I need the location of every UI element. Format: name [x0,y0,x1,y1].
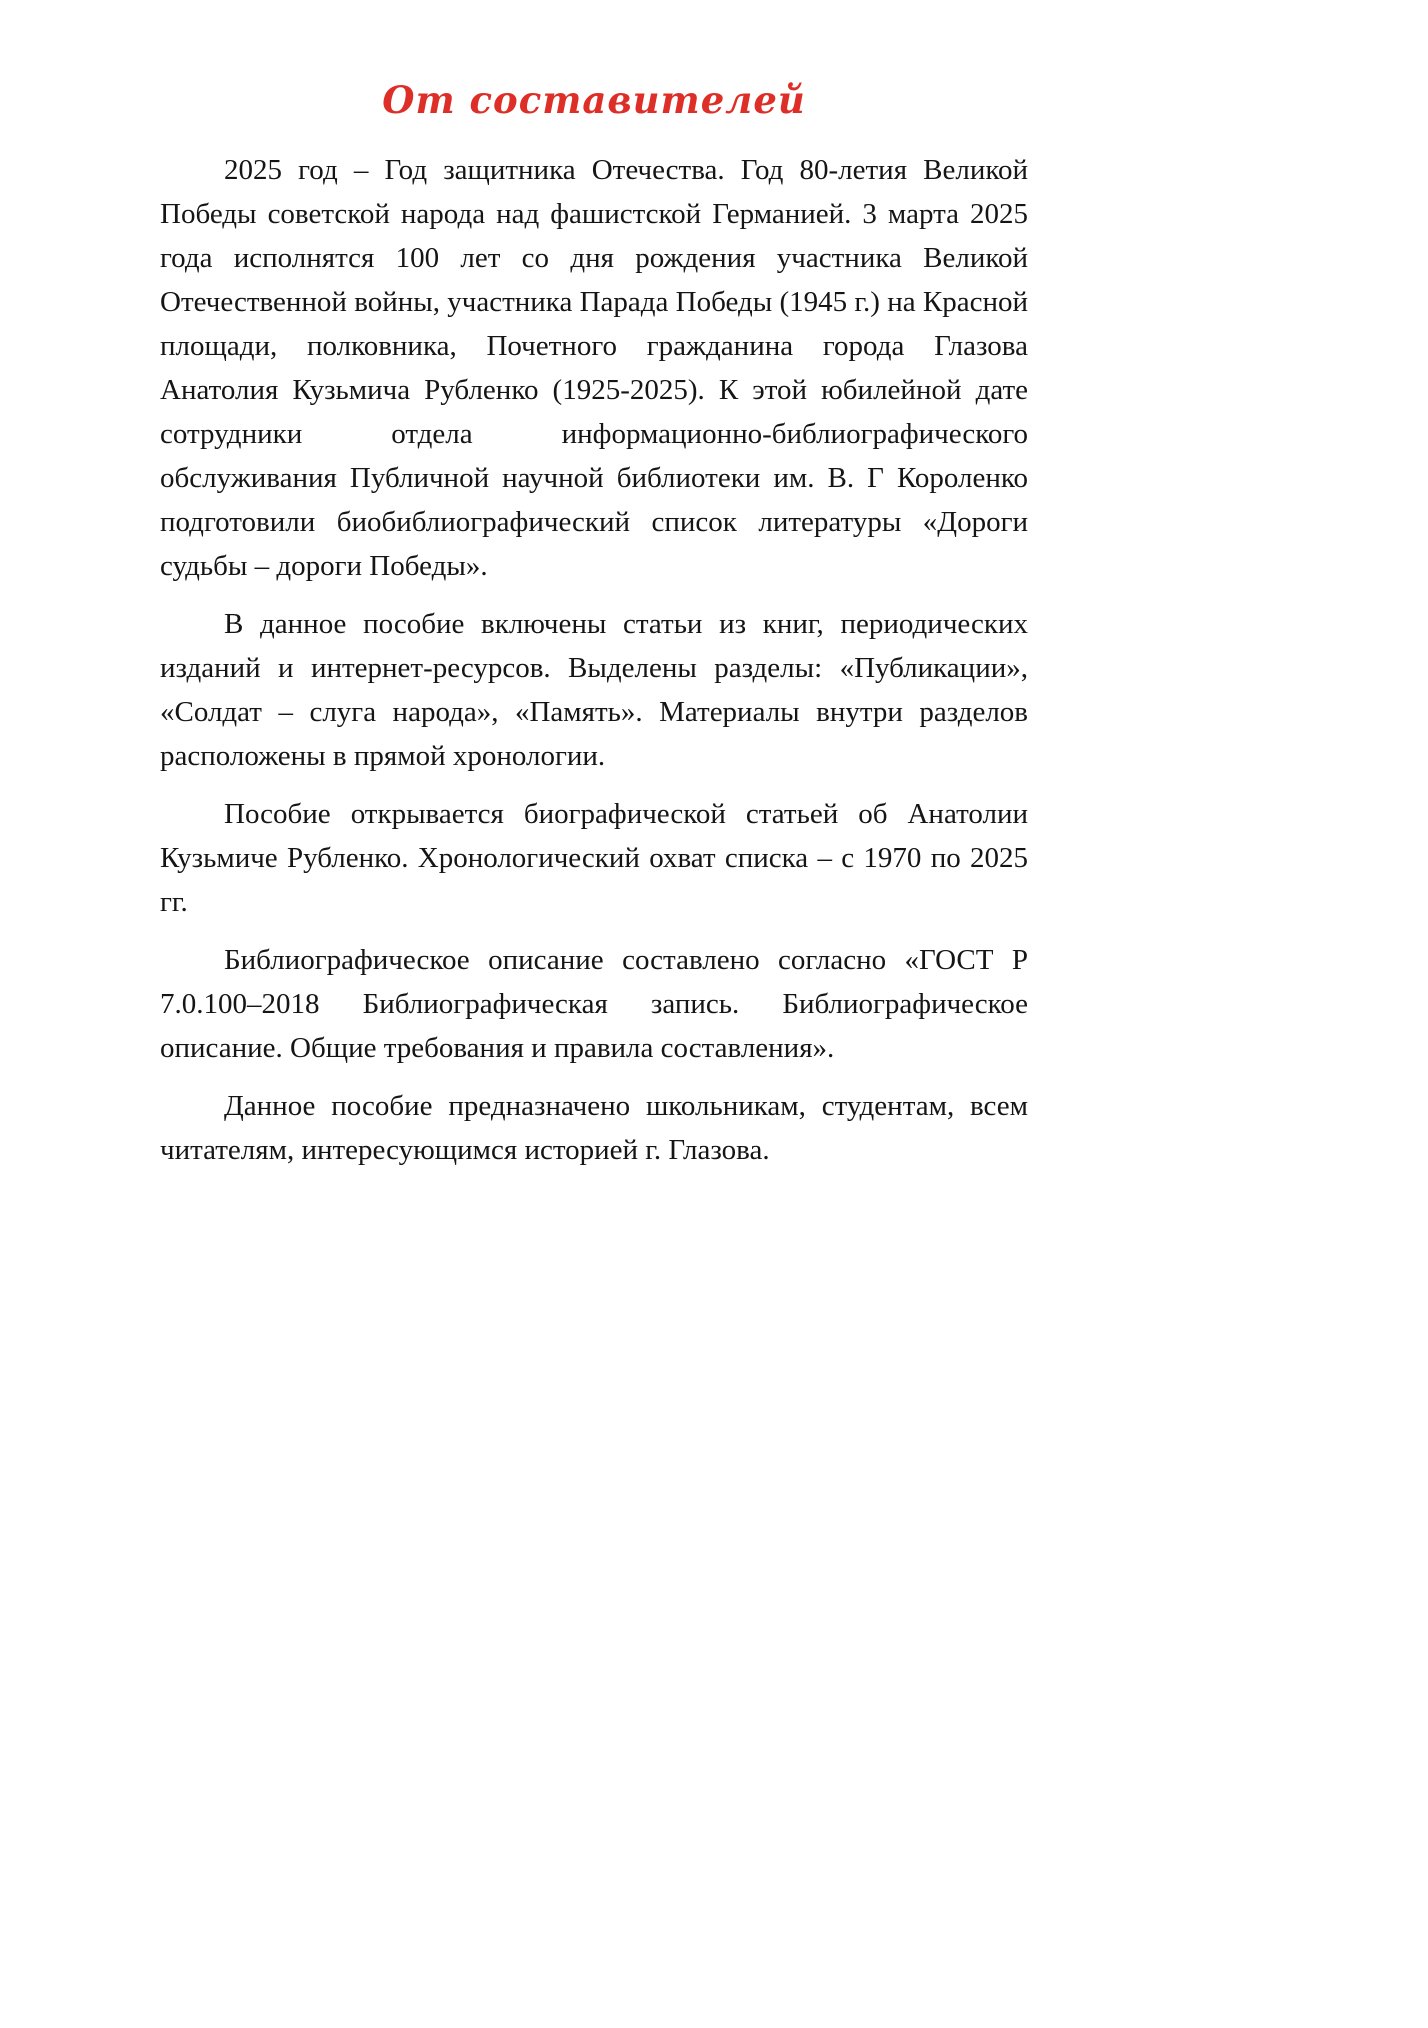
paragraph: Пособие открывается биографической статьей об Анатолии Кузьмиче Рубленко. Хронологический охват списка – с 1970 по 2025 гг. [160,798,1028,918]
page-title: От составителей [382,78,806,122]
paragraph: В данное пособие включены статьи из книг, периодических изданий и интернет-ресурсов. Выделены разделы: «Публикации», «Солдат – слуга народа», «Память». Материалы внутри разделов расположены в прямой хронологии. [160,608,1028,772]
paragraph: Библиографическое описание составлено согласно «ГОСТ Р 7.0.100–2018 Библиографическая запись. Библиографическое описание. Общие требования и правила составления». [160,944,1028,1064]
paragraph: 2025 год – Год защитника Отечества. Год 80-летия Великой Победы советской народа над фашистской Германией. 3 марта 2025 года исполнятся 100 лет со дня рождения участника Великой Отечественной войны, участника Парада Победы (1945 г.) на Красной площади, полковника, Почетного гражданина города Глазова Анатолия Кузьмича Рубленко (1925-2025). К этой юбилейной дате сотрудники отдела информационно-библиографического обслуживания Публичной научной библиотеки им. В. Г Короленко подготовили биобиблиографический список литературы «Дороги судьбы – дороги Победы». [160,154,1028,582]
paragraph: Данное пособие предназначено школьникам, студентам, всем читателям, интересующимся историей г. Глазова. [160,1090,1028,1166]
document-body [160,148,1028,1172]
